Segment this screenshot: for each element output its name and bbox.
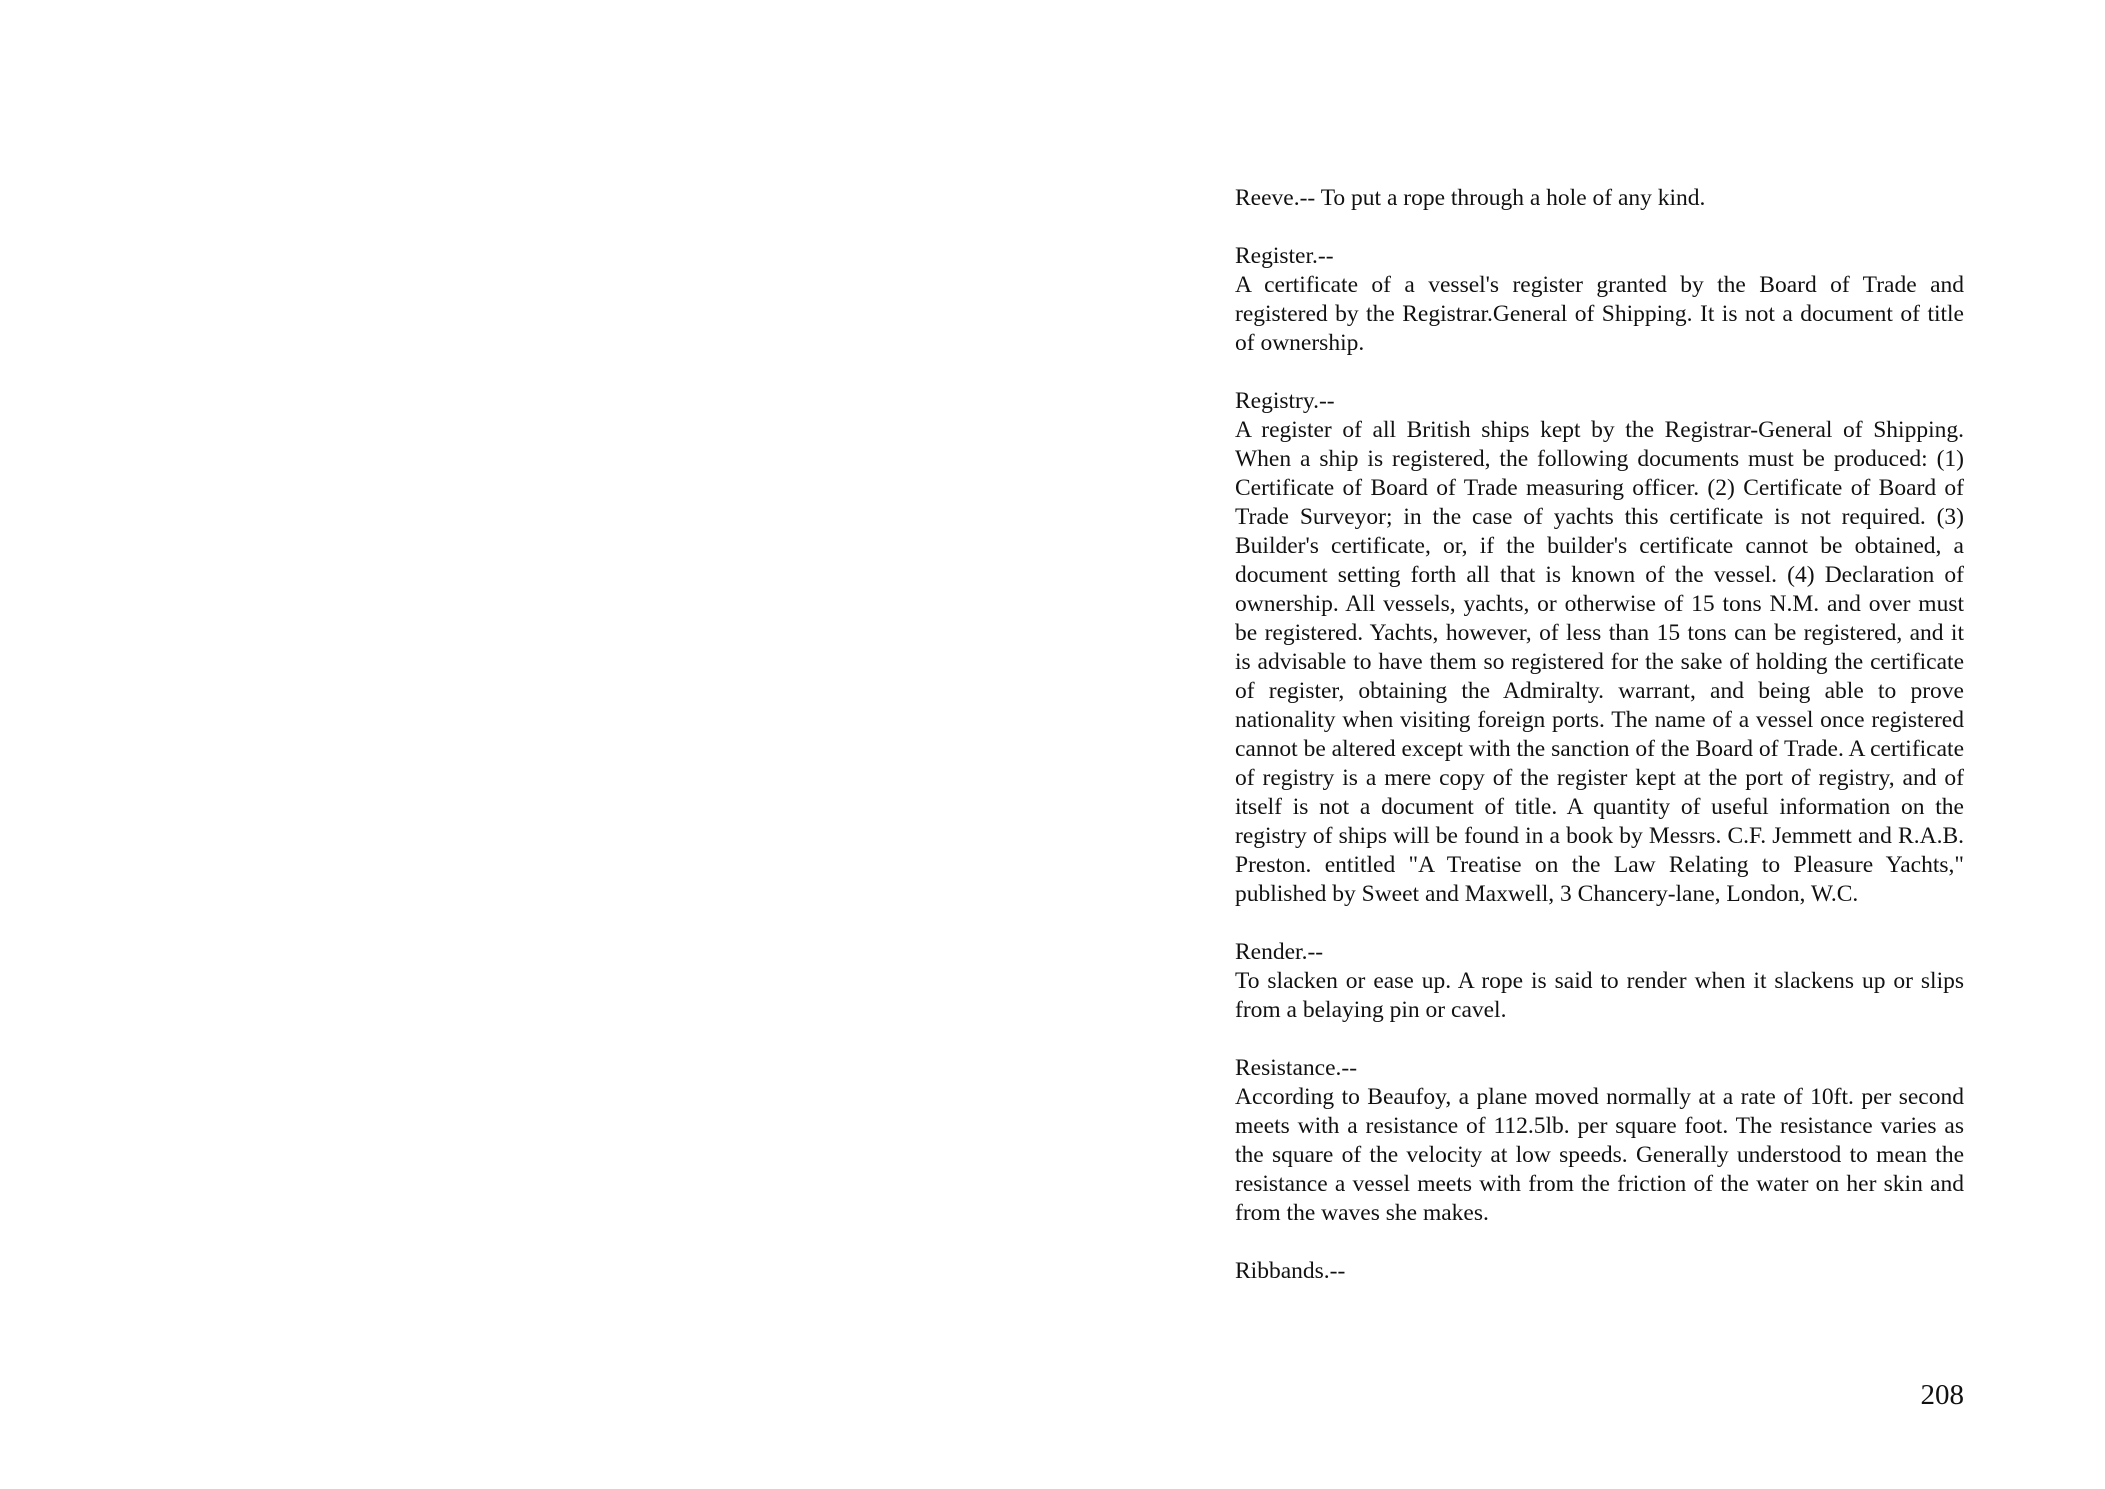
entry-term: Reeve.-- <box>1235 185 1316 211</box>
glossary-entry-ribbands <box>1235 1257 1964 1286</box>
entry-term: Ribbands.-- <box>1235 1258 1346 1284</box>
glossary-entry-resistance <box>1235 1054 1964 1228</box>
entry-term: Register.-- <box>1235 243 1334 269</box>
entry-definition: According to Beaufoy, a plane moved normally at a rate of 10ft. per second meets with a resistance of 112.5lb. per square foot. The resistance varies as the square of the velocity at low speeds. Generally understood to mean the resistance a vessel meets with from the friction of the water on her skin and from the waves she makes. <box>1235 1084 1964 1226</box>
glossary-entry-reeve <box>1235 184 1964 213</box>
page-text-column <box>1235 184 1964 1315</box>
entry-term: Registry.-- <box>1235 388 1335 414</box>
entry-term: Resistance.-- <box>1235 1055 1358 1081</box>
glossary-entry-registry <box>1235 387 1964 909</box>
entry-definition: To slacken or ease up. A rope is said to render when it slackens up or slips from a belaying pin or cavel. <box>1235 968 1964 1023</box>
glossary-entry-register <box>1235 242 1964 358</box>
entry-definition: A certificate of a vessel's register granted by the Board of Trade and registered by the Registrar.General of Shipping. It is not a document of title of ownership. <box>1235 272 1964 356</box>
glossary-entry-render <box>1235 938 1964 1025</box>
entry-term: Render.-- <box>1235 939 1324 965</box>
page-number: 208 <box>1920 1379 1964 1411</box>
entry-definition: A register of all British ships kept by the Registrar-General of Shipping. When a ship is registered, the following documents must be produced: (1) Certificate of Board of Trade measuring officer. (2) Certificate of Board of Trade Surveyor; in the case of yachts this certificate is not required. (3) Builder's certificate, or, if the builder's certificate cannot be obtained, a document setting forth all that is known of the vessel. (4) Declaration of ownership. All vessels, yachts, or otherwise of 15 tons N.M. and over must be registered. Yachts, however, of less than 15 tons can be registered, and it is advisable to have them so registered for the sake of holding the certificate of register, obtaining the Admiralty. warrant, and being able to prove nationality when visiting foreign ports. The name of a vessel once registered cannot be altered except with the sanction of the Board of Trade. A certificate of registry is a mere copy of the register kept at the port of registry, and of itself is not a document of title. A quantity of useful information on the registry of ships will be found in a book by Messrs. C.F. Jemmett and R.A.B. Preston. entitled "A Treatise on the Law Relating to Pleasure Yachts," published by Sweet and Maxwell, 3 Chancery-lane, London, W.C. <box>1235 417 1964 907</box>
entry-definition: To put a rope through a hole of any kind. <box>1320 185 1706 211</box>
